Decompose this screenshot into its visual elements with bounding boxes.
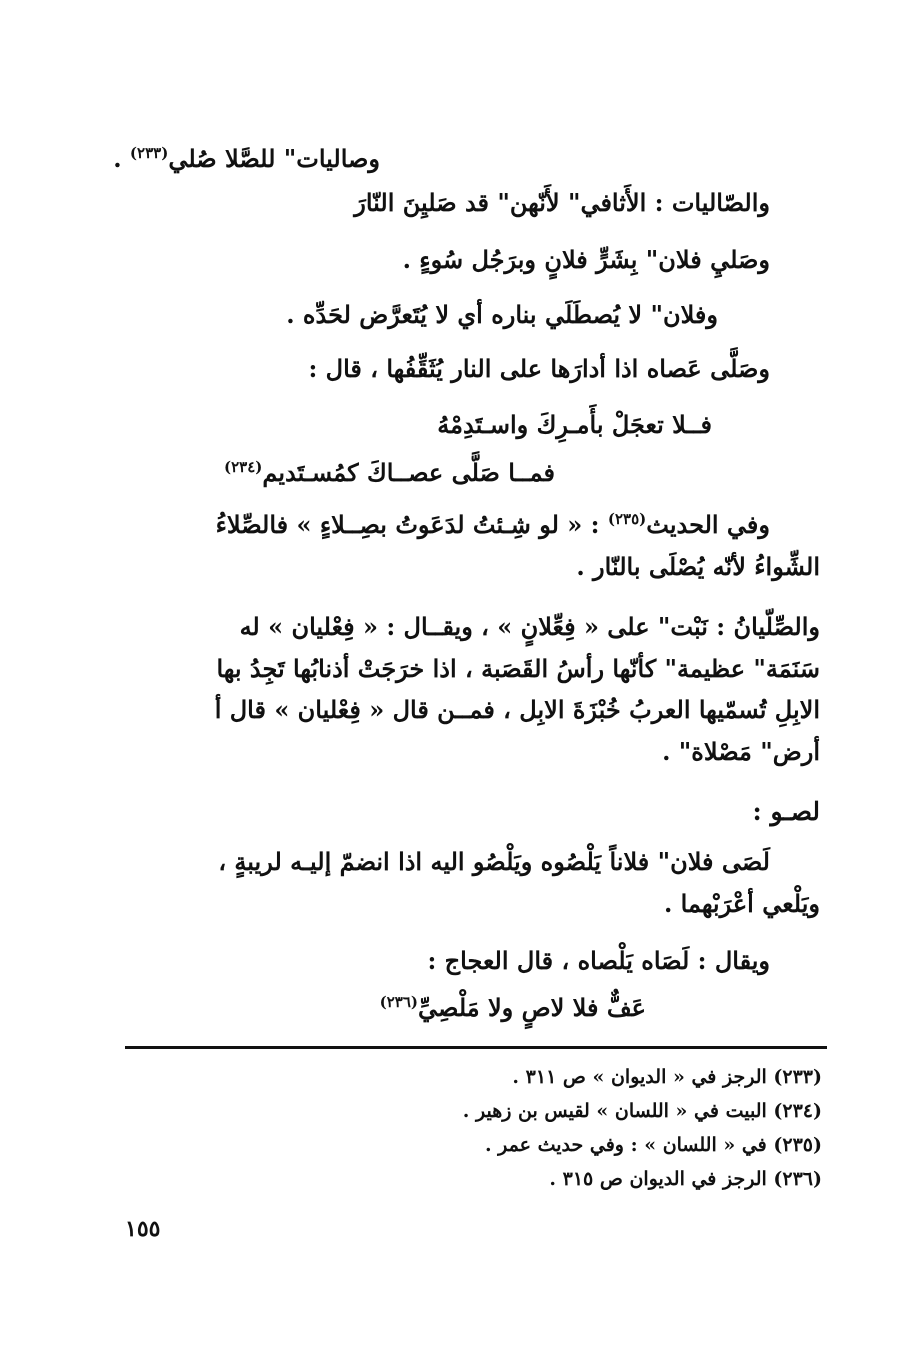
text-line-7c: الابِلِ تُسمّيها العربُ خُبْزَةَ الابِل ، فمــن قال « فِعْليان » قال أ [214,695,820,724]
text-line-7d: أرض" مَصْلاة" . [662,737,820,766]
text-line-7a: والصِّلّيانُ : نَبْت" على « فِعِّلانٍ » ، ويقــال : « فِعْليان » له [239,612,820,641]
text-line-2: والصّاليات : الأَثافي" لأَنّهن" قد صَليِنَ النّارَ [354,188,770,217]
footnote-ref-234: (٢٣٤) [223,458,263,476]
footnote-236: (٢٣٦) الرجز في الديوان ص ٣١٥ . [549,1168,822,1190]
text-line-4: وفلان" لا يُصطَلَي بناره أي لا يُتَعرَّض لحَدِّه . [286,300,718,329]
text-line-8b: ويَلْعي أعْرَبْهما . [663,889,820,918]
entry-heading: لصـو : [752,797,820,826]
footnote-233: (٢٣٣) الرجز في « الديوان » ص ٣١١ . [512,1066,822,1088]
text-line-3: وصَليِ فلان" بِشَرٍّ فلانٍ وبرَجُل سُوءٍ . [402,245,770,274]
page-number: ١٥٥ [125,1216,161,1242]
text-line-5: وصَلَّى عَصاه اذا أدارَها على النار يُثَقِّفُها ، قال : [308,354,770,383]
verse-line-1: فــلا تعجَلْ بأَمـرِكَ واسـتَدِمْهُ [437,410,712,439]
line-6a-start: وفي الحديث [646,510,770,539]
text-line-6b: الشِّواءُ لأنّه يُصْلَى بالنّار . [576,552,820,581]
footnote-ref-236: (٢٣٦) [379,993,419,1011]
line-6a-end: : « لو شِـئتُ لدَعَوتُ بصِــلاءٍ » فالصِّلاءُ [215,510,608,539]
verse-3-text: عَفٌّ فلا لاصٍ ولا مَلْصِيِّ [418,993,646,1022]
line-1-end: . [113,144,130,173]
verse-line-2 [224,456,555,490]
footnote-separator [125,1046,827,1049]
text-line-1 [113,142,380,176]
footnote-235: (٢٣٥) في « اللسان » : وفي حديث عمر . [484,1134,822,1156]
line-1-text: وصاليات" للصَّلا صُلي [168,144,380,173]
verse-line-3 [380,991,646,1025]
text-line-6a [216,508,770,542]
footnote-ref-235: (٢٣٥) [607,510,647,528]
footnote-ref-233: (٢٣٣) [129,144,169,162]
text-line-7b: سَنَمَة" عظيمة" كأنّها رأسُ القَصَبة ، اذا خرَجَتْ أذنابُها تَجِدُ بها [216,654,820,683]
text-line-9: ويقال : لَصَاه يَلْصاه ، قال العجاج : [427,946,770,975]
text-line-8a: لَصَى فلان" فلاناً يَلْصُوه ويَلْصُو اليه اذا انضمّ إليـه لريبةٍ ، [218,847,770,876]
verse-2-text: فمــا صَلَّى عصــاكَ كمُسـتَديم [262,458,555,487]
footnote-234: (٢٣٤) البيت في « اللسان » لقيس بن زهير . [462,1100,822,1122]
